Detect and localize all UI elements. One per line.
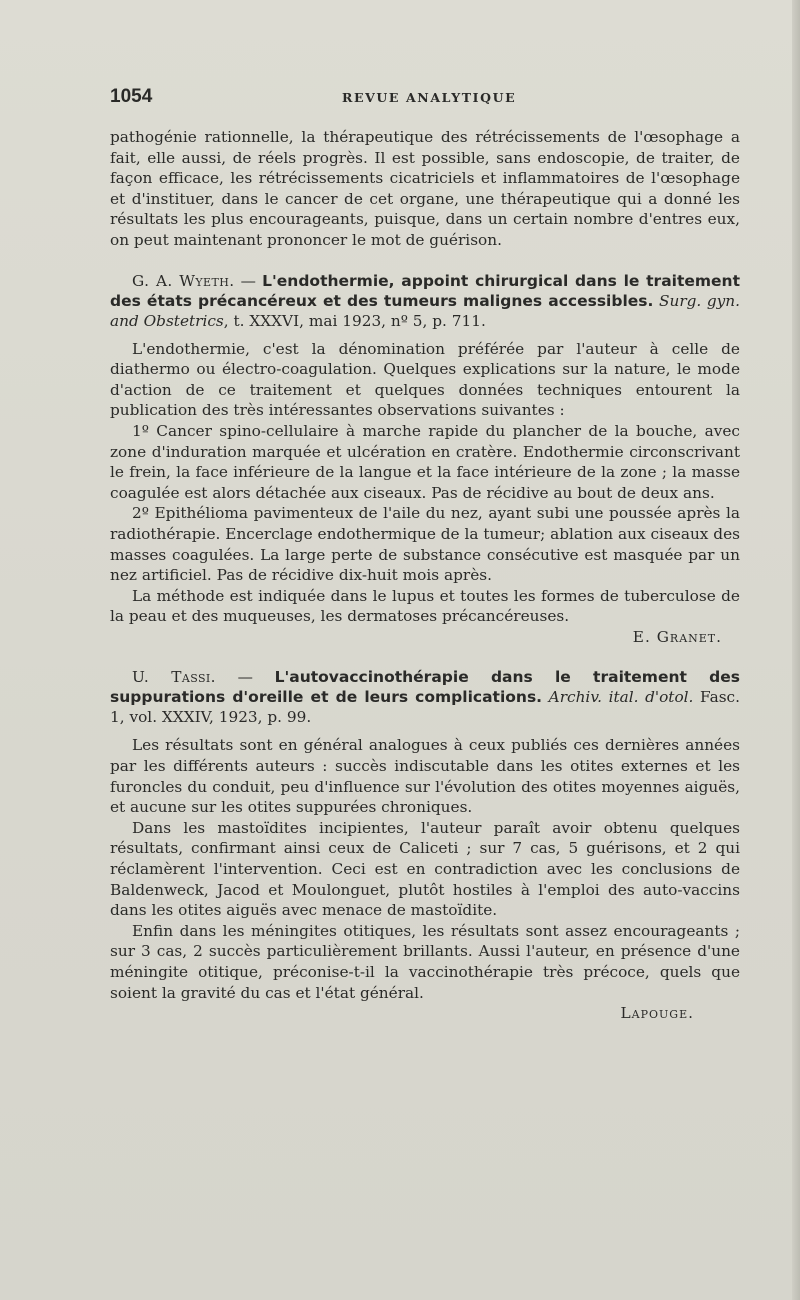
page-number: 1054 <box>110 86 153 107</box>
heading-dash: — <box>234 271 263 290</box>
article-tassi <box>110 667 740 1023</box>
page-header <box>110 86 740 114</box>
article-paragraph: L'endothermie, c'est la dénomination préférée par l'auteur à celle de diathermo ou électro-coagulation. Quelques explications sur la nature, le mode d'action de ce traitement et quelques données techniques entourent la publication des très intéressantes observations suivantes : <box>110 339 740 420</box>
article-journal: Archiv. ital. d'otol. <box>548 688 694 707</box>
article-title: L'endothermie, appoint chirurgical dans le traitement des états précancéreux et des tumeurs malignes accessibles. <box>110 271 741 310</box>
article-paragraph: Les résultats sont en général analogues à ceux publiés ces dernières années par les différents auteurs : succès indiscutable dans les otites externes et les furoncles du conduit, peu d'influence sur l'évolution des otites moyennes aiguës, et aucune sur les otites suppurées chroniques. <box>110 736 740 817</box>
article-citation: Fasc. 1, vol. XXXIV, 1923, p. 99. <box>110 688 740 727</box>
article-author: G. A. Wyeth. <box>132 271 235 290</box>
article-paragraph: Enfin dans les méningites otitiques, les résultats sont assez encourageants ; sur 3 cas, 2 succès particulièrement brillants. Aussi l'auteur, en présence d'une méningite otitique, préconise-t-il la vaccinothérapie très précoce, quels que soient la gravité du cas et l'état général. <box>110 921 740 1002</box>
article-paragraph: 2º Epithélioma pavimenteux de l'aile du nez, ayant subi une poussée après la radiothérapie. Encerclage endothermique de la tumeur; ablation aux ciseaux des masses coagulées. La large perte de substance consécutive est masquée par un nez artificiel. Pas de récidive dix-huit mois après. <box>110 504 740 585</box>
heading-dash: — <box>215 668 275 687</box>
article-signature: Lapouge. <box>620 1004 694 1023</box>
article-journal: Surg. gyn. and Obstetrics <box>110 291 740 330</box>
page-edge-shadow <box>792 0 800 1300</box>
article-wyeth <box>110 271 740 648</box>
article-author: U. Tassi. <box>132 668 216 687</box>
article-paragraph: La méthode est indiquée dans le lupus et toutes les formes de tuberculose de la peau et des muqueuses, les dermatoses précancéreuses. <box>110 586 740 626</box>
article-citation: , t. XXXVI, mai 1923, nº 5, p. 711. <box>223 311 486 330</box>
running-head: REVUE ANALYTIQUE <box>342 90 517 105</box>
article-paragraph: Dans les mastoïdites incipientes, l'auteur paraît avoir obtenu quelques résultats, confirmant ainsi ceux de Caliceti ; sur 7 cas, 5 guérisons, et 2 qui réclamèrent l'intervention. Ceci est en contradiction avec les conclusions de Baldenweck, Jacod et Moulonguet, plutôt hostiles à l'emploi des auto-vaccins dans les otites aiguës avec menace de mastoïdite. <box>110 818 740 920</box>
article-signature: E. Granet. <box>632 627 722 646</box>
page-body <box>110 127 740 1024</box>
intro-paragraph: pathogénie rationnelle, la thérapeutique des rétrécissements de l'œsophage a fait, elle aussi, de réels progrès. Il est possible, sans endoscopie, de traiter, de façon efficace, les rétrécissements cicatriciels et inflammatoires de l'œsophage et d'instituer, dans le cancer de cet organe, une thérapeutique qui a donné les résultats les plus encourageants, puisque, dans un certain nombre d'entres eux, on peut maintenant prononcer le mot de guérison. <box>110 128 740 249</box>
article-title: L'autovaccinothérapie dans le traitement des suppurations d'oreille et de leurs complications. <box>110 668 740 707</box>
article-paragraph: 1º Cancer spino-cellulaire à marche rapide du plancher de la bouche, avec zone d'induration marquée et ulcération en cratère. Endothermie circonscrivant le frein, la face inférieure de la langue et la face intérieure de la zone ; la masse coagulée est alors détachée aux ciseaux. Pas de récidive au bout de deux ans. <box>110 421 740 502</box>
article-heading <box>110 667 740 727</box>
article-heading <box>110 271 740 331</box>
